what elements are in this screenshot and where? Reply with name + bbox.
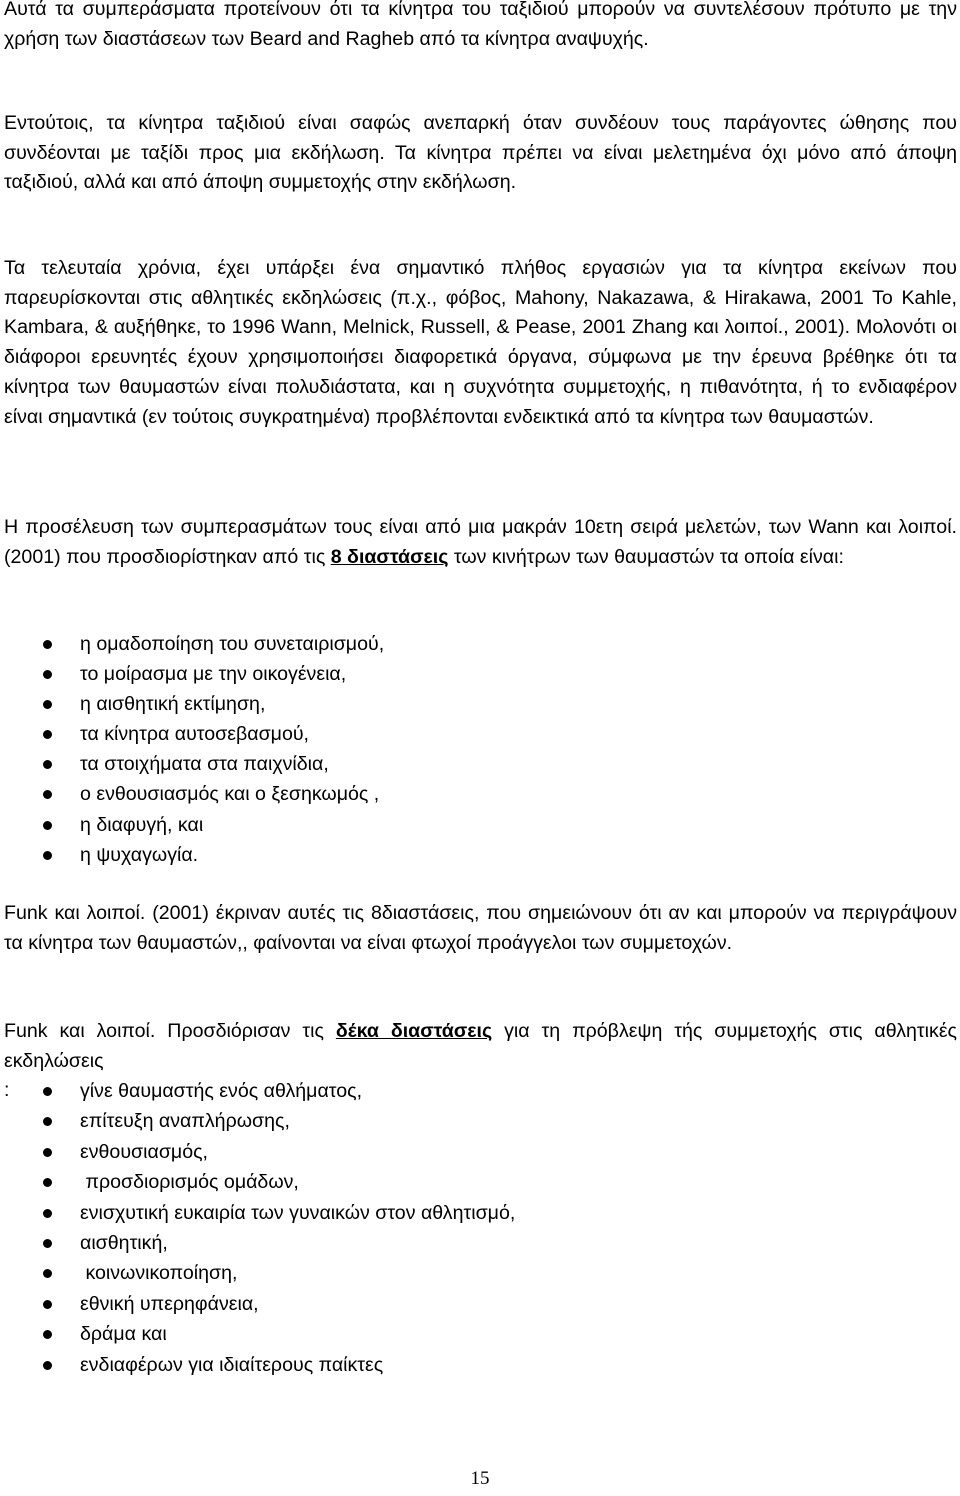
attendance-dimensions-list: [0, 1076, 957, 1380]
bullet-icon: [43, 790, 52, 799]
list-item: [0, 1167, 957, 1197]
paragraph-sport-events-research: Τα τελευταία χρόνια, έχει υπάρξει ένα σημαντικό πλήθος εργασιών για τα κίνητρα εκείνων που παρευρίσκονται στις αθλητικές εκδηλώσεις (π.χ., φόβος, Mahony, Nakazawa, & Hirakawa, 2001 To Kahle, Kambara, & αυξήθηκε, το 1996 Wann, Melnick, Russell, & Pease, 2001 Zhang και λοιποί., 2001). Μολονότι οι διάφοροι ερευνητές έχουν χρησιμοποιήσει διαφορετικά όργανα, σύμφωνα με την έρευνα βρέθηκε ότι τα κίνητρα των θαυμαστών είναι πολυδιάστατα, και η συχνότητα συμμετοχής, η πιθανότητα, ή το ενδιαφέρον είναι σημαντικά (εν τούτοις συγκρατημένα) προβλέπονται ενδεικτικά από τα κίνητρα των θαυμαστών.: [4, 257, 957, 428]
list-item: [0, 1289, 957, 1319]
list-item-text: η ομαδοποίηση του συνεταιρισμού,: [80, 633, 385, 655]
list-item: [0, 1198, 957, 1228]
paragraph-travel-motives: Εντούτοις, τα κίνητρα ταξιδιού είναι σαφώς ανεπαρκή όταν συνδέουν τους παράγοντες ώθησης που συνδέονται με ταξίδι προς μια εκδήλωση. Τα κίνητρα πρέπει να είναι μελετημένα όχι μόνο από άποψη ταξιδιού, αλλά και από άποψη συμμετοχής στην εκδήλωση.: [4, 112, 957, 194]
bullet-icon: [43, 1269, 52, 1278]
paragraph-text: Η προσέλευση των συμπερασμάτων τους είναι από μια μακράν 10ετη σειρά μελετών, των Wann και λοιποί. (2001) που προσδιορίστηκαν από τις: [4, 516, 957, 568]
list-item-text: τα κίνητρα αυτοσεβασμού,: [80, 723, 310, 746]
list-item: [0, 749, 957, 779]
paragraph-text: Funk και λοιποί. Προσδιόρισαν τις: [4, 1020, 336, 1042]
bullet-icon: [43, 760, 52, 769]
list-item-text: γίνε θαυμαστής ενός αθλήματος,: [80, 1080, 363, 1102]
paragraph-text: για τη πρόβλεψη τής συμμετοχής στις αθλητικές εκδηλώσεις: [4, 1020, 957, 1072]
list-item-text: ενδιαφέρων για ιδιαίτερους παίκτες: [80, 1353, 384, 1376]
list-item-text: η αισθητική εκτίμηση,: [80, 693, 266, 716]
list-item: [0, 1319, 957, 1349]
bullet-icon: [43, 640, 52, 649]
bullet-icon: [43, 1209, 52, 1218]
paragraph-eight-dimensions: [4, 513, 957, 572]
paragraph-text: των κινήτρων των θαυμαστών τα οποία είναι:: [448, 545, 844, 568]
list-item: [0, 719, 957, 749]
list-item: [0, 659, 957, 689]
list-item-text: δράμα και: [80, 1323, 167, 1346]
list-item-text: επίτευξη αναπλήρωσης,: [80, 1110, 290, 1133]
list-item-text: η ψυχαγωγία.: [80, 843, 199, 866]
list-item-text: ενισχυτική ευκαιρία των γυναικών στον αθλητισμό,: [80, 1201, 516, 1224]
list-item-text: προσδιορισμός ομάδων,: [80, 1171, 299, 1194]
paragraph-ten-dimensions-text: [4, 1017, 957, 1076]
bullet-icon: [43, 1117, 52, 1126]
list-item: [0, 810, 957, 840]
bullet-icon: [43, 1178, 52, 1187]
list-item: [0, 689, 957, 719]
page-number: 15: [470, 1468, 490, 1489]
list-item-text: εθνική υπερηφάνεια,: [80, 1292, 259, 1315]
list-item: [0, 1258, 957, 1288]
list-item: [0, 840, 957, 870]
colon-line: :: [4, 1079, 10, 1102]
bullet-icon: [43, 700, 52, 709]
list-item: [0, 629, 957, 659]
bullet-icon: [43, 1239, 52, 1248]
list-item: [0, 1350, 957, 1380]
bullet-icon: [43, 1361, 52, 1370]
list-item: [0, 779, 957, 809]
list-item: [0, 1137, 957, 1167]
bullet-icon: [43, 851, 52, 860]
list-item: [0, 1106, 957, 1136]
bullet-icon: [43, 730, 52, 739]
bullet-icon: [43, 1087, 52, 1096]
bullet-icon: [43, 1330, 52, 1339]
list-item-text: τα στοιχήματα στα παιχνίδια,: [80, 753, 329, 776]
list-item: [0, 1076, 957, 1106]
list-item-text: αισθητική,: [80, 1231, 168, 1254]
list-item: [0, 1228, 957, 1258]
list-item-text: το μοίρασμα με την οικογένεια,: [80, 663, 347, 686]
bullet-icon: [43, 670, 52, 679]
paragraph-conclusions: Αυτά τα συμπεράσματα προτείνουν ότι τα κίνητρα του ταξιδιού μπορούν να συντελέσουν πρότυπο με την χρήση των διαστάσεων των Beard and Ragheb από τα κίνητρα αναψυχής.: [4, 0, 957, 50]
emphasis-eight-dimensions: 8 διαστάσεις: [330, 545, 449, 568]
fan-motives-list: [0, 629, 957, 870]
bullet-icon: [43, 821, 52, 830]
paragraph-funk-evaluation: Funk και λοιποί. (2001) έκριναν αυτές τις 8διαστάσεις, που σημειώνουν ότι αν και μπορούν να περιγράψουν τα κίνητρα των θαυμαστών,, φαίνονται να είναι φτωχοί προάγγελοι των συμμετοχών.: [4, 902, 957, 954]
bullet-icon: [43, 1300, 52, 1309]
list-item-text: ενθουσιασμός,: [80, 1140, 208, 1163]
bullet-icon: [43, 1148, 52, 1157]
list-item-text: ο ενθουσιασμός και ο ξεσηκωμός ,: [80, 783, 380, 806]
emphasis-ten-dimensions: δέκα διαστάσεις: [335, 1020, 493, 1042]
list-item-text: η διαφυγή, και: [80, 813, 204, 836]
list-item-text: κοινωνικοποίηση,: [80, 1262, 238, 1285]
